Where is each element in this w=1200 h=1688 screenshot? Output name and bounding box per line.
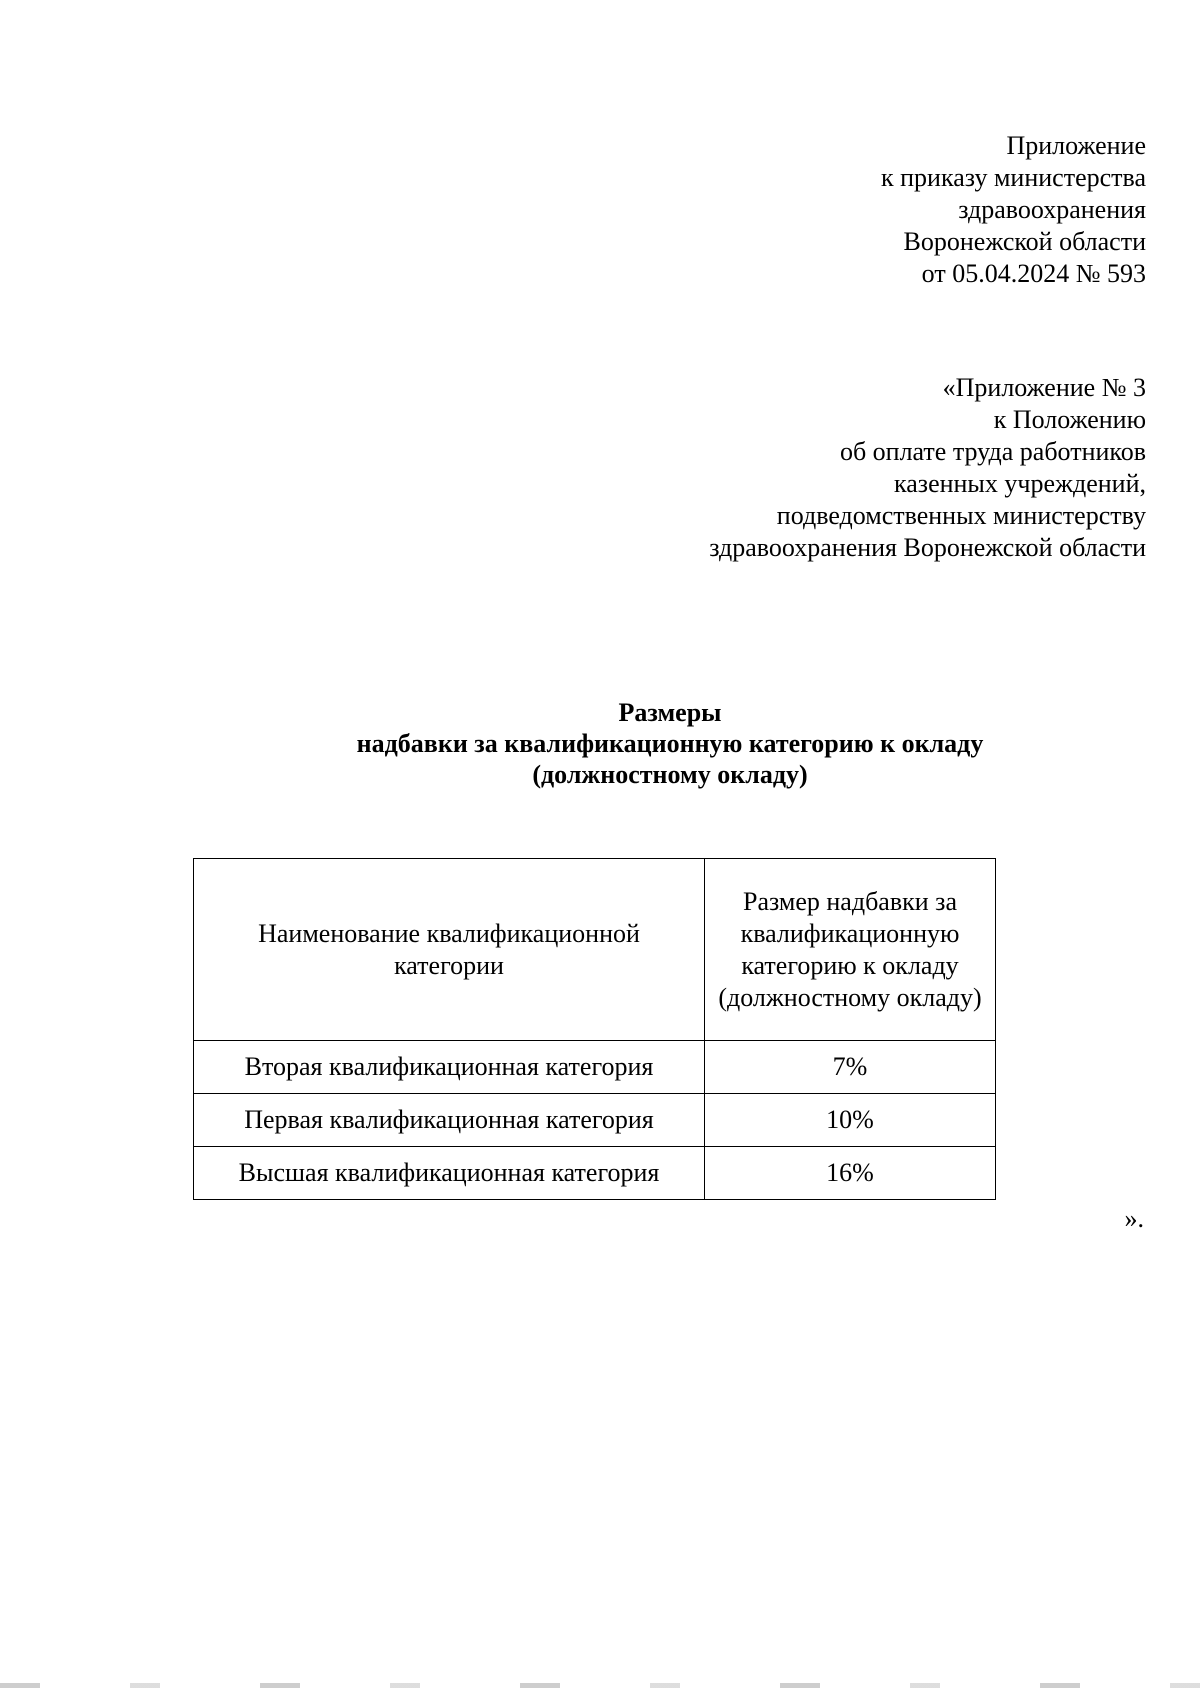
allowance-table — [193, 858, 996, 1200]
header-allowance-size: Размер надбавки за квалификационную категорию к окладу (должностному окладу) — [705, 859, 996, 1041]
order-date-number: от 05.04.2024 № 593 — [921, 259, 1146, 288]
allowance-size-cell: 10% — [705, 1094, 996, 1147]
appendix-3-header-line: здравоохранения Воронежской области — [709, 533, 1146, 562]
appendix-header-line: Приложение — [1006, 131, 1146, 160]
appendix-3-header-line: «Приложение № 3 — [942, 373, 1146, 402]
appendix-header-line: здравоохранения — [958, 195, 1146, 224]
title-line: (должностному окладу) — [532, 760, 808, 789]
table-header-row — [194, 859, 996, 1041]
category-name-cell: Первая квалификационная категория — [194, 1094, 705, 1147]
appendix-3-header-line: казенных учреждений, — [894, 469, 1146, 498]
appendix-header-line: Воронежской области — [903, 227, 1146, 256]
appendix-header — [881, 130, 1146, 290]
title-line: надбавки за квалификационную категорию к окладу — [356, 729, 984, 758]
appendix-3-header-line: подведомственных министерству — [776, 501, 1146, 530]
document-title — [0, 697, 1200, 790]
title-line: Размеры — [618, 698, 722, 727]
appendix-3-header — [709, 372, 1146, 564]
allowance-size-cell: 7% — [705, 1041, 996, 1094]
appendix-3-header-line: об оплате труда работников — [839, 437, 1146, 466]
header-category-name: Наименование квалификационной категории — [194, 859, 705, 1041]
table-row — [194, 1094, 996, 1147]
category-name-cell: Вторая квалификационная категория — [194, 1041, 705, 1094]
category-name-cell: Высшая квалификационная категория — [194, 1147, 705, 1200]
allowance-size-cell: 16% — [705, 1147, 996, 1200]
closing-quote-mark: ». — [1124, 1204, 1144, 1233]
table-row — [194, 1041, 996, 1094]
appendix-header-line: к приказу министерства — [881, 163, 1146, 192]
scan-edge-artifact — [0, 1683, 1200, 1688]
table-row — [194, 1147, 996, 1200]
appendix-3-header-line: к Положению — [993, 405, 1146, 434]
